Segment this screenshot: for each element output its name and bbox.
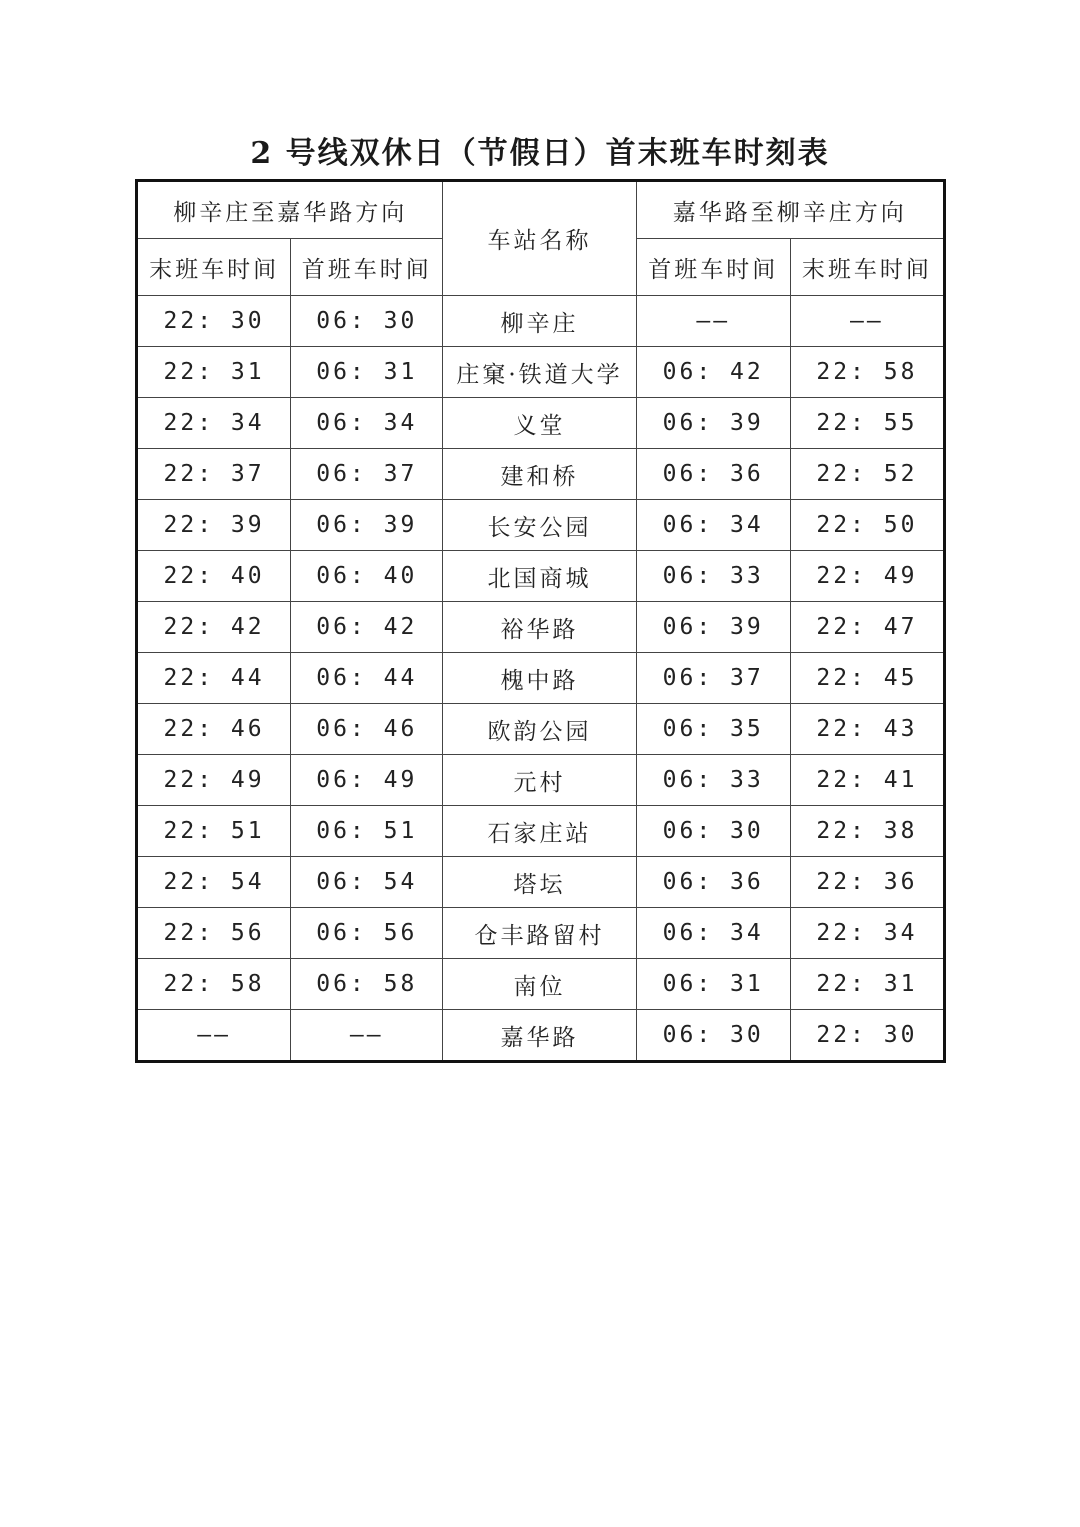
- table-row: [137, 347, 945, 398]
- cell-left-first-train: 06: 54: [291, 857, 443, 908]
- cell-left-first-train: 06: 40: [291, 551, 443, 602]
- cell-left-last-train: 22: 44: [137, 653, 291, 704]
- cell-right-last-train: 22: 41: [790, 755, 944, 806]
- cell-left-first-train: 06: 30: [291, 296, 443, 347]
- cell-right-first-train: 06: 30: [636, 1010, 790, 1062]
- cell-left-last-train: 22: 40: [137, 551, 291, 602]
- cell-right-last-train: 22: 43: [790, 704, 944, 755]
- cell-right-first-train: 06: 39: [636, 398, 790, 449]
- cell-right-first-train: 06: 33: [636, 551, 790, 602]
- cell-left-last-train: 22: 58: [137, 959, 291, 1010]
- cell-right-first-train: 06: 36: [636, 449, 790, 500]
- header-direction-liuxinzhuang-to-jiahualu: 柳辛庄至嘉华路方向: [137, 181, 443, 239]
- cell-left-last-train: 22: 31: [137, 347, 291, 398]
- table-row: [137, 398, 945, 449]
- cell-right-last-train: 22: 36: [790, 857, 944, 908]
- table-row: [137, 602, 945, 653]
- cell-right-last-train: 22: 52: [790, 449, 944, 500]
- cell-station-name: 义堂: [443, 398, 636, 449]
- header-left-first-train: 首班车时间: [291, 239, 443, 296]
- cell-station-name: 仓丰路留村: [443, 908, 636, 959]
- cell-station-name: 北国商城: [443, 551, 636, 602]
- cell-left-first-train: 06: 56: [291, 908, 443, 959]
- cell-left-last-train: 22: 54: [137, 857, 291, 908]
- cell-left-first-train: 06: 42: [291, 602, 443, 653]
- cell-left-first-train: 06: 34: [291, 398, 443, 449]
- table-row: [137, 500, 945, 551]
- header-direction-jiahualu-to-liuxinzhuang: 嘉华路至柳辛庄方向: [636, 181, 944, 239]
- cell-left-first-train: 06: 44: [291, 653, 443, 704]
- cell-station-name: 石家庄站: [443, 806, 636, 857]
- cell-right-first-train: 06: 34: [636, 908, 790, 959]
- cell-station-name: 塔坛: [443, 857, 636, 908]
- table-row: [137, 908, 945, 959]
- cell-left-first-train: 06: 31: [291, 347, 443, 398]
- cell-left-last-train: 22: 56: [137, 908, 291, 959]
- table-row: [137, 296, 945, 347]
- cell-left-last-train: ——: [137, 1010, 291, 1062]
- cell-station-name: 庄窠·铁道大学: [443, 347, 636, 398]
- cell-left-last-train: 22: 49: [137, 755, 291, 806]
- table-row: [137, 449, 945, 500]
- cell-left-last-train: 22: 39: [137, 500, 291, 551]
- table-row: [137, 806, 945, 857]
- cell-station-name: 裕华路: [443, 602, 636, 653]
- header-right-last-train: 末班车时间: [790, 239, 944, 296]
- cell-right-last-train: ——: [790, 296, 944, 347]
- cell-right-last-train: 22: 47: [790, 602, 944, 653]
- cell-right-first-train: ——: [636, 296, 790, 347]
- table-row: [137, 551, 945, 602]
- timetable-body: [137, 296, 945, 1062]
- header-left-last-train: 末班车时间: [137, 239, 291, 296]
- page-title: 2 号线双休日（节假日）首末班车时刻表: [250, 136, 830, 171]
- cell-station-name: 长安公园: [443, 500, 636, 551]
- cell-left-last-train: 22: 30: [137, 296, 291, 347]
- cell-station-name: 南位: [443, 959, 636, 1010]
- cell-right-last-train: 22: 55: [790, 398, 944, 449]
- cell-left-first-train: 06: 46: [291, 704, 443, 755]
- header-right-first-train: 首班车时间: [636, 239, 790, 296]
- cell-right-last-train: 22: 34: [790, 908, 944, 959]
- table-row: [137, 653, 945, 704]
- cell-right-first-train: 06: 33: [636, 755, 790, 806]
- cell-right-first-train: 06: 39: [636, 602, 790, 653]
- cell-station-name: 欧韵公园: [443, 704, 636, 755]
- table-row: [137, 755, 945, 806]
- cell-left-last-train: 22: 51: [137, 806, 291, 857]
- cell-right-first-train: 06: 42: [636, 347, 790, 398]
- cell-station-name: 槐中路: [443, 653, 636, 704]
- cell-station-name: 元村: [443, 755, 636, 806]
- cell-left-last-train: 22: 46: [137, 704, 291, 755]
- header-row-direction: [137, 181, 945, 239]
- cell-right-first-train: 06: 35: [636, 704, 790, 755]
- cell-left-first-train: 06: 37: [291, 449, 443, 500]
- cell-right-first-train: 06: 30: [636, 806, 790, 857]
- cell-left-first-train: 06: 58: [291, 959, 443, 1010]
- cell-right-last-train: 22: 58: [790, 347, 944, 398]
- header-station-name: 车站名称: [443, 181, 636, 296]
- cell-right-last-train: 22: 38: [790, 806, 944, 857]
- cell-station-name: 柳辛庄: [443, 296, 636, 347]
- timetable: [135, 179, 946, 1063]
- cell-left-first-train: 06: 49: [291, 755, 443, 806]
- cell-right-last-train: 22: 49: [790, 551, 944, 602]
- cell-right-first-train: 06: 31: [636, 959, 790, 1010]
- cell-right-last-train: 22: 50: [790, 500, 944, 551]
- cell-right-first-train: 06: 34: [636, 500, 790, 551]
- cell-right-first-train: 06: 36: [636, 857, 790, 908]
- cell-left-first-train: 06: 39: [291, 500, 443, 551]
- cell-right-last-train: 22: 30: [790, 1010, 944, 1062]
- cell-left-first-train: 06: 51: [291, 806, 443, 857]
- cell-left-last-train: 22: 37: [137, 449, 291, 500]
- cell-station-name: 建和桥: [443, 449, 636, 500]
- table-row: [137, 857, 945, 908]
- cell-left-last-train: 22: 34: [137, 398, 291, 449]
- cell-station-name: 嘉华路: [443, 1010, 636, 1062]
- cell-left-last-train: 22: 42: [137, 602, 291, 653]
- table-row: [137, 1010, 945, 1062]
- cell-left-first-train: ——: [291, 1010, 443, 1062]
- table-row: [137, 959, 945, 1010]
- cell-right-first-train: 06: 37: [636, 653, 790, 704]
- table-row: [137, 704, 945, 755]
- cell-right-last-train: 22: 31: [790, 959, 944, 1010]
- cell-right-last-train: 22: 45: [790, 653, 944, 704]
